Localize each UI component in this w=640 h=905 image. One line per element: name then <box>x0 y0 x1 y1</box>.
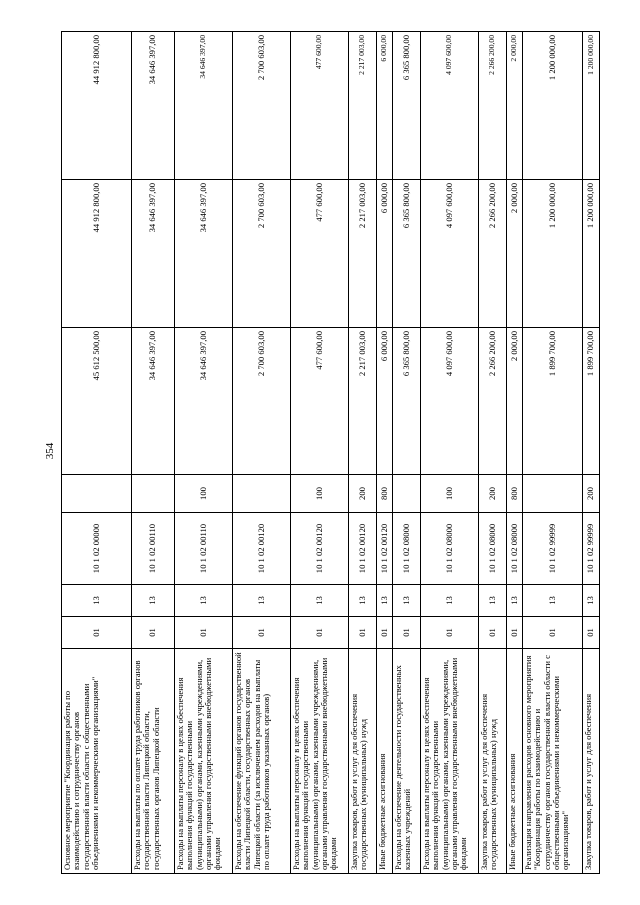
expense-type-code: 800 <box>377 475 393 513</box>
section-code: 01 <box>479 617 507 649</box>
amount-year-2: 1 200 000,00 <box>583 180 600 328</box>
target-article-code: 10 1 02 00110 <box>132 513 175 585</box>
section-code: 01 <box>377 617 393 649</box>
budget-table <box>61 31 600 874</box>
amount-year-3: 34 646 397,00 <box>132 32 175 180</box>
table-row <box>62 32 132 874</box>
target-article-code: 10 1 02 08000 <box>479 513 507 585</box>
amount-year-1: 34 646 397,00 <box>175 328 233 475</box>
row-description: Расходы на выплаты персоналу в целях обеспечения выполнения функций государственными (муниципальными) органами, казенными учреждениями, органами управления государственными внебюджетными фондами <box>421 649 479 874</box>
amount-year-2: 4 097 600,00 <box>421 180 479 328</box>
table-row <box>583 32 600 874</box>
expense-type-code: 200 <box>479 475 507 513</box>
amount-year-3: 477 600,00 <box>291 32 349 180</box>
expense-type-code <box>233 475 291 513</box>
table-row <box>132 32 175 874</box>
table-row <box>291 32 349 874</box>
table-row <box>233 32 291 874</box>
section-code: 01 <box>523 617 583 649</box>
amount-year-1: 2 000,00 <box>507 328 523 475</box>
amount-year-1: 2 266 200,00 <box>479 328 507 475</box>
expense-type-code <box>393 475 421 513</box>
amount-year-1: 477 600,00 <box>291 328 349 475</box>
table-row <box>479 32 507 874</box>
subsection-code: 13 <box>507 585 523 617</box>
section-code: 01 <box>62 617 132 649</box>
expense-type-code <box>62 475 132 513</box>
amount-year-2: 1 200 000,00 <box>523 180 583 328</box>
amount-year-3: 2 266 200,00 <box>479 32 507 180</box>
section-code: 01 <box>349 617 377 649</box>
target-article-code: 10 1 02 99999 <box>523 513 583 585</box>
subsection-code: 13 <box>393 585 421 617</box>
table-row <box>175 32 233 874</box>
row-description: Расходы на выплаты по оплате труда работников органов государственной власти Липецкой области, государственных органов Липецкой области <box>132 649 175 874</box>
section-code: 01 <box>583 617 600 649</box>
amount-year-3: 1 200 000,00 <box>583 32 600 180</box>
budget-table-container <box>61 32 596 874</box>
amount-year-3: 6 000,00 <box>377 32 393 180</box>
amount-year-1: 45 612 500,00 <box>62 328 132 475</box>
amount-year-3: 2 000,00 <box>507 32 523 180</box>
amount-year-1: 4 097 600,00 <box>421 328 479 475</box>
target-article-code: 10 1 02 99999 <box>583 513 600 585</box>
row-description: Основное мероприятие "Координация работы по взаимодействию и сотрудничеству органов государственной власти области с общественными объединениями и некоммерческими организациями" <box>62 649 132 874</box>
amount-year-2: 6 365 800,00 <box>393 180 421 328</box>
amount-year-1: 2 700 603,00 <box>233 328 291 475</box>
row-description: Расходы на обеспечение деятельности государственных казенных учреждений <box>393 649 421 874</box>
amount-year-3: 4 097 600,00 <box>421 32 479 180</box>
expense-type-code <box>132 475 175 513</box>
subsection-code: 13 <box>291 585 349 617</box>
subsection-code: 13 <box>175 585 233 617</box>
target-article-code: 10 1 02 00120 <box>349 513 377 585</box>
target-article-code: 10 1 02 00000 <box>62 513 132 585</box>
target-article-code: 10 1 02 08000 <box>393 513 421 585</box>
budget-table-body <box>62 32 600 874</box>
row-description: Расходы на выплаты персоналу в целях обеспечения выполнения функций государственными (муниципальными) органами, казенными учреждениями, органами управления государственными внебюджетными фондами <box>291 649 349 874</box>
amount-year-3: 6 365 800,00 <box>393 32 421 180</box>
amount-year-3: 2 700 603,00 <box>233 32 291 180</box>
section-code: 01 <box>421 617 479 649</box>
expense-type-code: 200 <box>583 475 600 513</box>
amount-year-1: 1 899 700,00 <box>583 328 600 475</box>
section-code: 01 <box>175 617 233 649</box>
amount-year-1: 6 365 800,00 <box>393 328 421 475</box>
row-description: Расходы на выплаты персоналу в целях обеспечения выполнения функций государственными (муниципальными) органами, казенными учреждениями, органами управления государственными внебюджетными фондами <box>175 649 233 874</box>
table-row <box>349 32 377 874</box>
target-article-code: 10 1 02 08000 <box>421 513 479 585</box>
row-description: Иные бюджетные ассигнования <box>507 649 523 874</box>
amount-year-2: 34 646 397,00 <box>175 180 233 328</box>
amount-year-2: 6 000,00 <box>377 180 393 328</box>
row-description: Расходы на обеспечение функций органов государственной власти Липецкой области, государственных органов Липецкой области (за исключением расходов на выплаты по оплате труда работников указанных органов) <box>233 649 291 874</box>
subsection-code: 13 <box>132 585 175 617</box>
amount-year-3: 1 200 000,00 <box>523 32 583 180</box>
subsection-code: 13 <box>62 585 132 617</box>
row-description: Закупка товаров, работ и услуг для обеспечения государственных (муниципальных) нужд <box>349 649 377 874</box>
subsection-code: 13 <box>479 585 507 617</box>
page-number: 354 <box>44 442 56 460</box>
section-code: 01 <box>132 617 175 649</box>
amount-year-1: 2 217 003,00 <box>349 328 377 475</box>
row-description: Иные бюджетные ассигнования <box>377 649 393 874</box>
table-row <box>393 32 421 874</box>
expense-type-code: 800 <box>507 475 523 513</box>
amount-year-2: 2 700 603,00 <box>233 180 291 328</box>
amount-year-2: 44 912 800,00 <box>62 180 132 328</box>
table-row <box>523 32 583 874</box>
expense-type-code <box>523 475 583 513</box>
target-article-code: 10 1 02 00120 <box>377 513 393 585</box>
amount-year-3: 44 912 800,00 <box>62 32 132 180</box>
amount-year-3: 2 217 003,00 <box>349 32 377 180</box>
row-description: Реализация направления расходов основного мероприятия "Координация работы по взаимодействию и сотрудничеству органов государственной власти области с общественными объединениями и некоммерческими организациями" <box>523 649 583 874</box>
expense-type-code: 100 <box>421 475 479 513</box>
target-article-code: 10 1 02 00120 <box>233 513 291 585</box>
amount-year-2: 34 646 397,00 <box>132 180 175 328</box>
amount-year-1: 1 899 700,00 <box>523 328 583 475</box>
subsection-code: 13 <box>377 585 393 617</box>
amount-year-3: 34 646 397,00 <box>175 32 233 180</box>
subsection-code: 13 <box>349 585 377 617</box>
section-code: 01 <box>233 617 291 649</box>
section-code: 01 <box>291 617 349 649</box>
amount-year-2: 2 266 200,00 <box>479 180 507 328</box>
section-code: 01 <box>393 617 421 649</box>
expense-type-code: 200 <box>349 475 377 513</box>
subsection-code: 13 <box>233 585 291 617</box>
subsection-code: 13 <box>523 585 583 617</box>
subsection-code: 13 <box>583 585 600 617</box>
subsection-code: 13 <box>421 585 479 617</box>
expense-type-code: 100 <box>291 475 349 513</box>
row-description: Закупка товаров, работ и услуг для обеспечения <box>583 649 600 874</box>
expense-type-code: 100 <box>175 475 233 513</box>
table-row <box>507 32 523 874</box>
target-article-code: 10 1 02 00120 <box>291 513 349 585</box>
amount-year-1: 6 000,00 <box>377 328 393 475</box>
section-code: 01 <box>507 617 523 649</box>
table-row <box>377 32 393 874</box>
amount-year-2: 2 217 003,00 <box>349 180 377 328</box>
row-description: Закупка товаров, работ и услуг для обеспечения государственных (муниципальных) нужд <box>479 649 507 874</box>
table-row <box>421 32 479 874</box>
amount-year-2: 2 000,00 <box>507 180 523 328</box>
amount-year-2: 477 600,00 <box>291 180 349 328</box>
target-article-code: 10 1 02 00110 <box>175 513 233 585</box>
target-article-code: 10 1 02 08000 <box>507 513 523 585</box>
amount-year-1: 34 646 397,00 <box>132 328 175 475</box>
